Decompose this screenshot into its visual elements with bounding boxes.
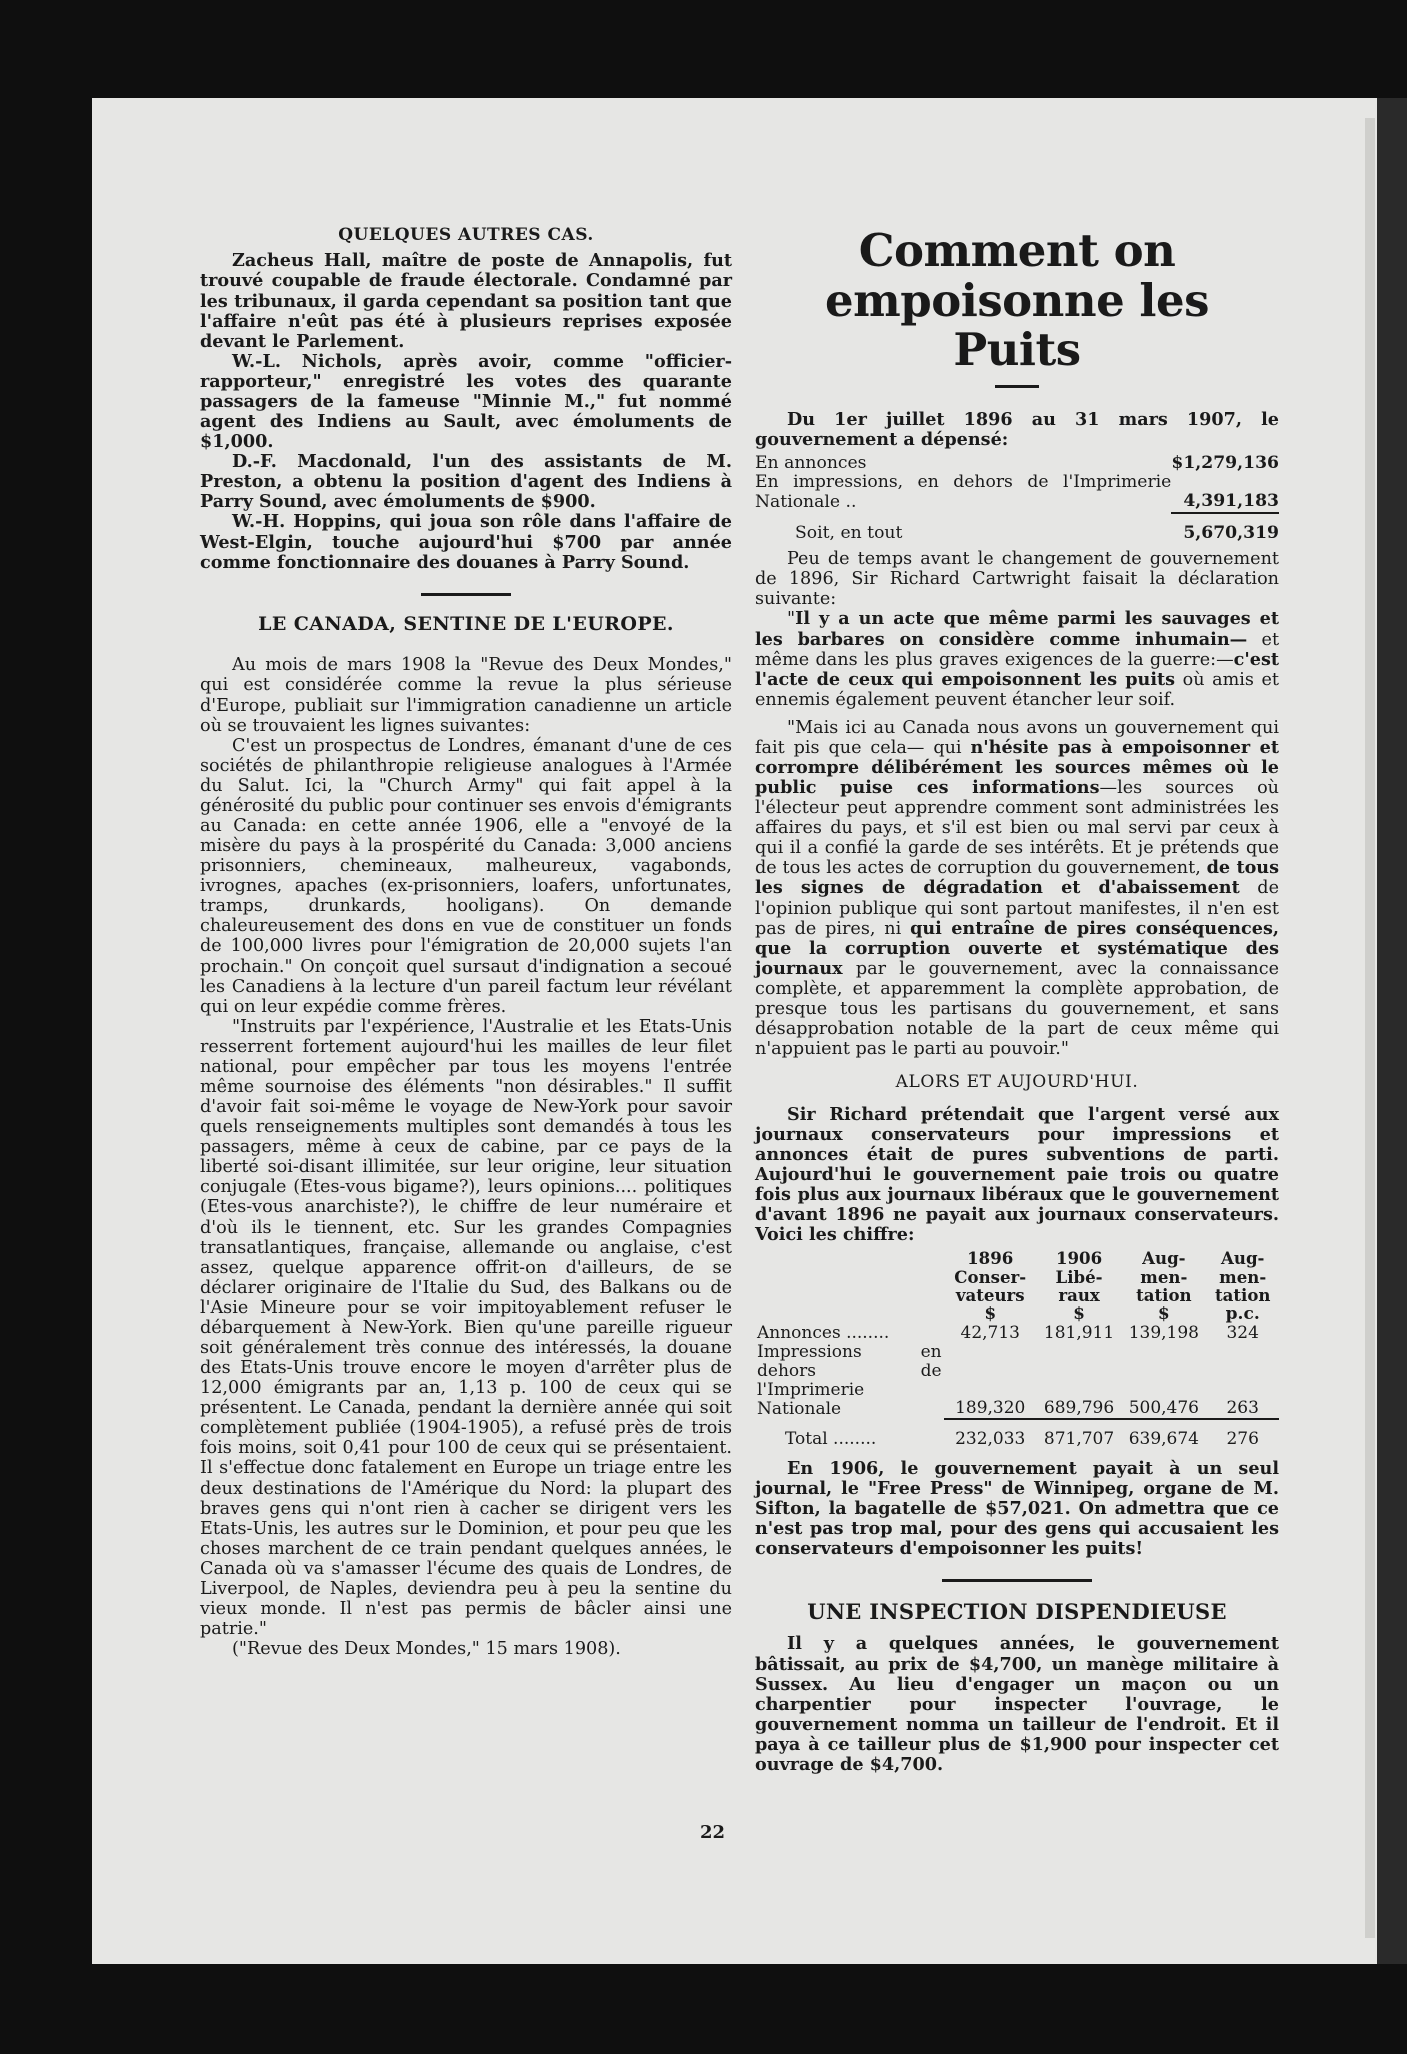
table-cell: 139,198 bbox=[1128, 1322, 1199, 1343]
article-title: Comment on empoisonne les Puits bbox=[825, 224, 1209, 376]
table-unit: $ bbox=[1073, 1303, 1085, 1324]
quote-paragraph bbox=[755, 609, 1279, 709]
paragraph: W.-L. Nichols, après avoir, comme "officier-rapporteur," enregistré les votes des quarante passagers de la fameuse "Minnie M.," fut nommé agent des Indiens au Sault, avec émoluments de $1,000. bbox=[200, 350, 732, 453]
table-cell: 42,713 bbox=[960, 1322, 1020, 1343]
paragraph: Il y a quelques années, le gouvernement bâtissait, au prix de $4,700, un manège militaire à Sussex. Au lieu d'engager un maçon ou un charpentier pour inspecter l'ouvrage, le gouvernement nomma un tailleur de l'endroit. Et il paya à ce tailleur plus de $1,900 pour inspecter cet ouvrage de $4,700. bbox=[755, 1633, 1279, 1775]
table-units-row bbox=[755, 1305, 1279, 1324]
paragraph: Sir Richard prétendait que l'argent versé aux journaux conservateurs pour impressions et annonces était de pures subventions de parti. Aujourd'hui le gouvernement paie trois ou quatre fois plus aux journaux libéraux que le gouvernement d'avant 1896 ne payait aux journaux conservateurs. Voici les chiffre: bbox=[755, 1103, 1279, 1246]
expense-amount: $1,279,136 bbox=[1171, 452, 1279, 473]
table-cell: 324 bbox=[1226, 1322, 1259, 1343]
table-row bbox=[755, 513, 1279, 544]
expense-amount: 4,391,183 bbox=[1183, 490, 1279, 511]
text-run: c'est l'acte de ceux qui empoisonnent les puits bbox=[755, 648, 1279, 690]
table-row bbox=[755, 1343, 1279, 1419]
text-run: par le gouvernement, avec la connaissance complète, et apparemment la complète approbation, de presque tous les partisans du gouvernement, et sans désapprobation notable de la part de ceux même qui n'appuient pas le parti au pouvoir." bbox=[755, 958, 1279, 1060]
paragraph: Peu de temps avant le changement de gouvernement de 1896, Sir Richard Cartwright faisait la déclaration suivante: bbox=[755, 549, 1279, 610]
text-run: " bbox=[787, 609, 796, 630]
text-run: de tous les signes de dégradation et d'abaissement bbox=[755, 857, 1280, 899]
divider bbox=[995, 385, 1039, 388]
table-row-label: Total ........ bbox=[785, 1429, 877, 1450]
paragraph: D.-F. Macdonald, l'un des assistants de M. Preston, a obtenu la position d'agent des Indiens à Parry Sound, avec émoluments de $900. bbox=[200, 451, 732, 513]
left-column bbox=[200, 226, 732, 1659]
table-unit: p.c. bbox=[1225, 1303, 1260, 1324]
expense-amount: 5,670,319 bbox=[1171, 513, 1279, 544]
table-cell: 232,033 bbox=[944, 1419, 1037, 1449]
table-row bbox=[755, 473, 1279, 512]
paragraph: W.-H. Hoppins, qui joua son rôle dans l'affaire de West-Elgin, touche aujourd'hui $700 par année comme fonctionnaire des douanes à Parry Sound. bbox=[200, 511, 732, 573]
table-cell: 689,796 bbox=[1043, 1398, 1115, 1419]
expense-label: En impressions, en dehors de l'Imprimerie Nationale .. bbox=[755, 472, 1172, 512]
text-run: et même dans les plus graves exigences de la guerre:— bbox=[755, 629, 1280, 670]
section-title-sentine: LE CANADA, SENTINE DE L'EUROPE. bbox=[258, 612, 674, 635]
text-run: n'hésite pas à empoisonner et corrompre délibérément les sources mêmes où le public puise ces informations bbox=[755, 736, 1279, 799]
subsection-title: ALORS ET AUJOURD'HUI. bbox=[895, 1072, 1139, 1093]
table-cell: 181,911 bbox=[1043, 1322, 1115, 1343]
expense-table bbox=[755, 454, 1279, 544]
quote-paragraph bbox=[755, 718, 1279, 1059]
table-header-cell bbox=[755, 1249, 944, 1305]
text-run: "Mais ici au Canada nous avons un gouvernement qui fait pis que cela— qui bbox=[755, 717, 1279, 758]
text-run: qui entraîne de pires conséquences, que la corruption ouverte et systématique des journaux bbox=[755, 917, 1279, 979]
binding-strip bbox=[1377, 98, 1407, 1964]
section-title-inspection: UNE INSPECTION DISPENDIEUSE bbox=[807, 1599, 1227, 1625]
section-title-autres-cas: QUELQUES AUTRES CAS. bbox=[338, 225, 594, 245]
table-header-cell: 1906 Libé-raux bbox=[1055, 1248, 1103, 1306]
table-cell: 276 bbox=[1206, 1419, 1279, 1449]
paragraph: Au mois de mars 1908 la "Revue des Deux Mondes," qui est considérée comme la revue la plus sérieuse d'Europe, publiait sur l'immigration canadienne un article où se trouvaient les lignes suivantes: bbox=[200, 655, 732, 736]
table-cell bbox=[755, 1305, 944, 1324]
table-header-cell: 1896 Conser-vateurs bbox=[954, 1248, 1027, 1306]
divider bbox=[421, 593, 511, 596]
paragraph: "Instruits par l'expérience, l'Australie et les Etats-Unis resserrent fortement aujourd'hui les mailles de leur filet national, pour empêcher par tous les moyens l'entrée même sournoise des éléments "non désirables." Il suffit d'avoir fait soi-même le voyage de New-York pour savoir quels renseignements multiples sont demandés à tous les passagers, même à ceux de cabine, par ce pays de la liberté soi-disant illimitée, sur leur origine, leur situation conjugale (Etes-vous bigame?), leurs opinions.... politiques (Etes-vous anarchiste?), le chiffre de leur numéraire et d'où ils le tiennent, etc. Sur les grandes Compagnies transatlantiques, française, allemande ou anglaise, c'est assez, quelque apparence offrit-on d'ailleurs, de se déclarer originaire de l'Italie du Sud, des Balkans ou de l'Asie Mineure pour se voir impitoyablement refuser le débarquement à New-York. Bien qu'une pareille rigueur soit généralement très connue des intéressés, la douane des Etats-Unis trouve encore le moyen d'arrêter plus de 12,000 émigrants par an, 1,13 p. 100 de ceux qui se présentent. Le Canada, pendant la dernière année qui soit complètement publiée (1904-1905), a refusé près de trois fois moins, soit 0,41 pour 100 de ceux qui se présentaient. Il s'effectue donc fatalement en Europe un triage entre les deux destinations de l'Amérique du Nord: la plupart des braves gens qui n'ont rien à cacher se dirigent vers les Etats-Unis, les autres sur le Dominion, et pour peu que les choses marchent de ce train pendant quelques années, le Canada où va s'amasser l'écume des quais de Londres, de Liverpool, de Naples, deviendra peu à peu la sentine du vieux monde. Il n'est pas permis de bâcler ainsi une patrie." bbox=[200, 1016, 732, 1640]
expense-label: Soit, en tout bbox=[795, 522, 903, 543]
comparison-table bbox=[755, 1249, 1279, 1449]
table-row bbox=[755, 454, 1279, 474]
table-header-cell: Aug-men-tation bbox=[1214, 1248, 1271, 1306]
table-unit: $ bbox=[984, 1303, 997, 1324]
table-total-row bbox=[755, 1419, 1279, 1449]
paragraph: Du 1er juillet 1896 au 31 mars 1907, le gouvernement a dépensé: bbox=[755, 408, 1279, 450]
text-run: de l'opinion publique qui sont partout manifestes, il n'en est pas de pires, ni bbox=[755, 878, 1279, 939]
table-cell: 263 bbox=[1226, 1398, 1259, 1419]
table-cell: 189,320 bbox=[955, 1398, 1026, 1419]
right-column bbox=[755, 226, 1279, 1775]
divider bbox=[942, 1579, 1092, 1582]
paragraph: C'est un prospectus de Londres, émanant d'une de ces sociétés de philanthropie religieuse analogues à l'Armée du Salut. Ici, la "Church Army" qui fait appel à la générosité du public pour continuer ses envois d'émigrants au Canada: en cette année 1906, elle a "envoyé de la misère du pays à la prospérité du Canada: 3,000 anciens prisonniers, chemineaux, malheureux, vagabonds, ivrognes, apaches (ex-prisonniers, loafers, unfortunates, tramps, drunkards, hooligans). On demande chaleureusement des dons en vue de constituer un fonds de 100,000 livres pour l'émigration de 20,000 sujets l'an prochain." On conçoit quel sursaut d'indignation a secoué les Canadiens à la lecture d'un pareil factum leur révélant qui on leur expédie comme frères. bbox=[200, 735, 732, 1017]
page-edge bbox=[1365, 118, 1375, 1938]
page-number: 22 bbox=[700, 1822, 726, 1843]
text-run: où amis et ennemis également peuvent étancher leur soif. bbox=[755, 669, 1280, 710]
paragraph: Zacheus Hall, maître de poste de Annapolis, fut trouvé coupable de fraude électorale. Condamné par les tribunaux, il garda cependant sa position tant que l'affaire n'eût pas été à plusieurs reprises exposée devant le Parlement. bbox=[200, 250, 732, 352]
paragraph: En 1906, le gouvernement payait à un seul journal, le "Free Press" de Winnipeg, organe de M. Sifton, la bagatelle de $57,021. On admettra que ce n'est pas trop mal, pour des gens qui accusaient les conservateurs d'empoisonner les puits! bbox=[755, 1458, 1279, 1560]
expense-label: En annonces bbox=[755, 452, 867, 473]
table-cell: 639,674 bbox=[1121, 1419, 1206, 1449]
table-header-cell: Aug-men-tation bbox=[1136, 1248, 1192, 1306]
table-cell: 500,476 bbox=[1128, 1398, 1199, 1419]
table-row-label: Impressions en dehors de l'Imprimerie Nationale bbox=[757, 1341, 942, 1420]
table-header-row bbox=[755, 1249, 1279, 1305]
text-run: —les sources où l'électeur peut apprendre comment sont administrées les affaires du pays, et s'il est bien ou mal servi par ceux à qui il a confié la garde de ses intérêts. Et je prétends que de tous les actes de corruption du gouvernement, bbox=[755, 778, 1279, 879]
table-unit: $ bbox=[1157, 1303, 1170, 1324]
table-row-label: Annonces ........ bbox=[757, 1322, 890, 1343]
source-citation: ("Revue des Deux Mondes," 15 mars 1908). bbox=[232, 1639, 621, 1660]
table-cell: 871,707 bbox=[1037, 1419, 1121, 1449]
text-run: Il y a un acte que même parmi les sauvages et les barbares on considère comme inhumain— bbox=[755, 608, 1279, 650]
table-row bbox=[755, 1324, 1279, 1343]
